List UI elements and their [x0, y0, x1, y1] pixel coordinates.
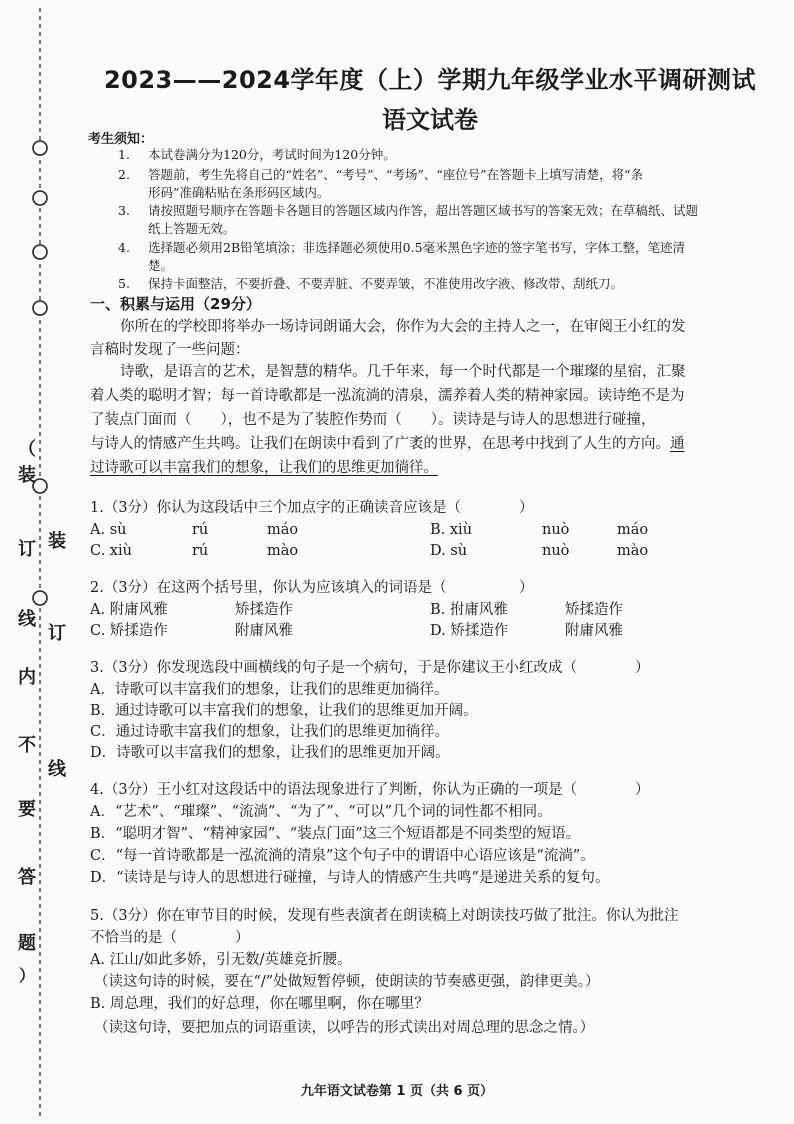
question-4-option-b: B．“聪明才智”、“精神家园”、“装点门面”这三个短语都是不同类型的短语。: [90, 826, 581, 842]
notice-item-number: 3.: [118, 203, 130, 218]
passage-line: 了装点门面而（ ），也不是为了装腔作势而（ ）。读诗是与诗人的思想进行碰撞，: [90, 412, 656, 428]
question-3-stem: 3.（3分）你发现选段中画横线的句子是一个病句，于是你建议王小红改成（ ）: [90, 660, 650, 676]
option-b-second: 矫揉造作: [565, 602, 623, 618]
notice-item-number: 5.: [118, 276, 130, 291]
question-5-stem: 5.（3分）你在审节目的时候，发现有些表演者在朗读稿上对朗读技巧做了批注。你认为批注: [90, 908, 679, 924]
notice-item-number: 2.: [118, 167, 130, 182]
option-d: D. 矫揉造作: [430, 623, 509, 639]
section-intro: 言稿时发现了一些问题：: [90, 342, 250, 358]
option-b-pinyin: nuò: [542, 522, 570, 538]
question-5-stem: 不恰当的是（ ）: [90, 930, 250, 946]
passage-line: [90, 432, 760, 457]
notice-item-continuation: 楚。: [148, 258, 174, 273]
section-intro: 你所在的学校即将举办一场诗词朗诵大会，你作为大会的主持人之一，在审阅王小红的发: [120, 319, 686, 335]
underlined-sentence: 过诗歌可以丰富我们的想象，让我们的思维更加徜徉。: [90, 460, 438, 476]
question-4-option-d: D．“读诗是与诗人的思想进行碰撞，与诗人的情感产生共鸣”是递进关系的复句。: [90, 870, 610, 886]
section-heading: 一、积累与运用（29分）: [90, 295, 261, 313]
binding-char: 订: [18, 539, 36, 560]
question-4-option-c: C．“每一首诗歌都是一泓流淌的清泉”这个句子中的谓语中心语应该是“流淌”。: [90, 848, 595, 864]
option-d: D. sù: [430, 543, 468, 559]
notice-item: [118, 239, 758, 275]
question-5-option-b: B. 周总理，我们的好总理，你在哪里啊，你在哪里？: [90, 996, 429, 1012]
option-a-second: 矫揉造作: [235, 602, 293, 618]
question-4-option-a: A．“艺术”、“璀璨”、“流淌”、“为了”、“可以”几个词的词性都不相同。: [90, 804, 552, 820]
binding-char: （: [18, 439, 36, 460]
question-2-stem: 2.（3分）在这两个括号里，你认为应该填入的词语是（ ）: [90, 580, 534, 596]
notice-item-text: 本试卷满分为120分，考试时间为120分钟。: [148, 147, 396, 162]
exam-title: 2023——2024学年度（上）学期九年级学业水平调研测试: [103, 66, 757, 94]
passage-text: 与诗人的情感产生共鸣。让我们在朗读中看到了广袤的世界，在思考中找到了人生的方向。: [90, 436, 670, 452]
option-d-pinyin: nuò: [542, 543, 570, 559]
page-footer: 九年语文试卷第 1 页（共 6 页）: [300, 1084, 494, 1099]
question-4-stem: 4.（3分）王小红对这段话中的语法现象进行了判断，你认为正确的一项是（ ）: [90, 782, 650, 798]
notice-item-text: 请按照题号顺序在答题卡各题目的答题区域内作答，超出答题区域书写的答案无效；在草稿纸、试题: [148, 203, 699, 218]
binding-char: 答: [18, 867, 36, 888]
notice-item: [118, 146, 758, 164]
option-b: B. xiù: [430, 522, 473, 538]
binding-char: 内: [18, 667, 36, 688]
option-c-pinyin: mào: [267, 543, 299, 559]
underlined-sentence: 通: [670, 436, 685, 452]
passage-line: [90, 456, 760, 481]
option-d-second: 附庸风雅: [565, 623, 623, 639]
notice-item: [118, 202, 758, 238]
option-c: C. 矫揉造作: [90, 623, 168, 639]
option-b-pinyin: máo: [617, 522, 649, 538]
question-3-option-b: B．通过诗歌可以丰富我们的想象，让我们的思维更加开阔。: [90, 703, 478, 719]
binding-char: 要: [18, 799, 36, 820]
question-5-option-b-note: （读这句诗，要把加点的词语重读，以呼告的形式读出对周总理的思念之情。）: [94, 1020, 595, 1036]
binding-char: 不: [18, 735, 36, 756]
notice-item-continuation: 纸上答题无效。: [148, 221, 236, 236]
notice-item-text: 保持卡面整洁，不要折叠、不要弄脏、不要弄皱，不准使用改字液、修改带、刮纸刀。: [148, 276, 624, 291]
question-3-option-c: C．通过诗歌丰富我们的想象，让我们的思维更加徜徉。: [90, 724, 450, 740]
binding-margin: [0, 0, 72, 1124]
passage-line: 着人类的聪明才智；每一首诗歌都是一泓流淌的清泉，濡养着人类的精神家园。读诗绝不是为: [90, 388, 685, 404]
option-b: B. 拊庸风雅: [430, 602, 508, 618]
notice-item-continuation: 形码”准确粘贴在条形码区域内。: [148, 185, 330, 200]
binding-char-inner: 订: [48, 623, 66, 644]
notice-item-number: 1.: [118, 147, 130, 162]
passage-line: 诗歌，是语言的艺术，是智慧的精华。几千年来，每一个时代都是一个璀璨的星宿，汇聚: [120, 364, 686, 380]
notice-item: [118, 166, 758, 202]
binding-char-inner: 装: [48, 531, 66, 552]
option-d-pinyin: mào: [617, 543, 649, 559]
binding-char-inner: 线: [48, 759, 66, 780]
question-5-option-a-note: （读这句诗的时候，要在“/”处做短暂停顿，使朗读的节奏感更强，韵律更美。）: [94, 974, 600, 990]
question-1-stem: 1.（3分）你认为这段话中三个加点字的正确读音应该是（ ）: [90, 500, 534, 516]
notice-item-text: 答题前，考生先将自己的“姓名”、“考号”、“考场”、“座位号”在答题卡上填写清楚，将“条: [148, 167, 644, 182]
exam-subtitle: 语文试卷: [382, 106, 478, 134]
question-3-option-d: D．诗歌可以丰富我们的想象，让我们的思维更加开阔。: [90, 745, 450, 761]
question-3-option-a: A．诗歌可以丰富我们的想象，让我们的思维更加徜徉。: [90, 682, 449, 698]
question-5-option-a: A. 江山/如此多娇，引无数/英雄竞折腰。: [90, 952, 352, 968]
option-c-pinyin: rú: [192, 543, 209, 559]
notice-item: [118, 275, 758, 293]
option-c-second: 附庸风雅: [235, 623, 293, 639]
binding-line: [0, 0, 72, 1124]
option-a-pinyin: rú: [192, 522, 209, 538]
option-a: A. sù: [90, 522, 127, 538]
option-a: A. 附庸风雅: [90, 602, 168, 618]
binding-char: ）: [18, 966, 35, 985]
binding-char: 装: [18, 465, 36, 486]
option-c: C. xiù: [90, 543, 132, 559]
notice-item-text: 选择题必须用2B铅笔填涂；非选择题必须使用0.5毫米黑色字迹的签字笔书写，字体工整，笔迹清: [148, 240, 686, 255]
notice-item-number: 4.: [118, 240, 130, 255]
notice-heading: 考生须知：: [88, 132, 154, 147]
option-a-pinyin: máo: [267, 522, 299, 538]
binding-char: 线: [18, 609, 36, 630]
binding-char: 题: [18, 933, 36, 954]
